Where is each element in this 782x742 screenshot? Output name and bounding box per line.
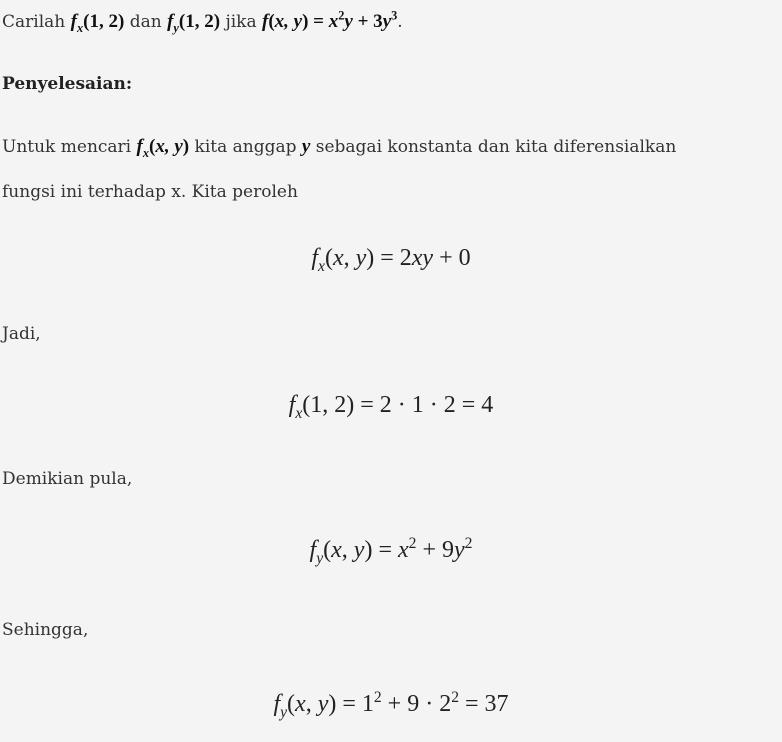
math-fx-xy: $f_x(x$, y) xyxy=(136,136,190,160)
math-y: y xyxy=(301,136,311,157)
solution-heading: Penyelesaian: xyxy=(2,74,133,94)
jadi-text: Jadi, xyxy=(2,324,41,344)
intro-text-1: Untuk mencari xyxy=(2,137,137,157)
math-function-definition: f(x, $y) = x^2y + 3y^3$ xyxy=(262,8,398,32)
intro-line-1 xyxy=(2,136,676,158)
equation-fy-value: $f_y(x$, $y) = 1^2 + 9 \cdot 2^2 = 37$ xyxy=(273,689,509,721)
equation-fx-derivative: $f_x(x$, y) = 2xy + 0 xyxy=(311,245,471,275)
equation-fx-value: $f_x(1$, 2) = 2 · 1 · 2 = 4 xyxy=(288,392,494,422)
equation-fy-derivative: $f_y(x$, $y) = x^2 + 9y^2$ xyxy=(309,535,473,567)
sehingga-text: Sehingga, xyxy=(2,620,89,640)
intro-text-2: kita anggap xyxy=(189,137,302,157)
problem-statement: Carilah $f_x(1$, 2) dan $f_y(1$, 2) jika f(x, $y) = x^2y + 3y^3$. xyxy=(2,8,403,35)
intro-line-2: fungsi ini terhadap x. Kita peroleh xyxy=(2,182,298,202)
demikian-text: Demikian pula, xyxy=(2,469,133,489)
problem-text-1: Carilah xyxy=(2,12,71,32)
problem-text-2: dan xyxy=(124,12,168,32)
problem-text-3: jika xyxy=(220,12,262,32)
math-fx-1-2: $f_x(1$, 2) xyxy=(70,11,125,35)
math-fy-1-2: $f_y(1$, 2) xyxy=(167,11,221,35)
intro-text-3: sebagai konstanta dan kita diferensialkan xyxy=(310,137,677,157)
